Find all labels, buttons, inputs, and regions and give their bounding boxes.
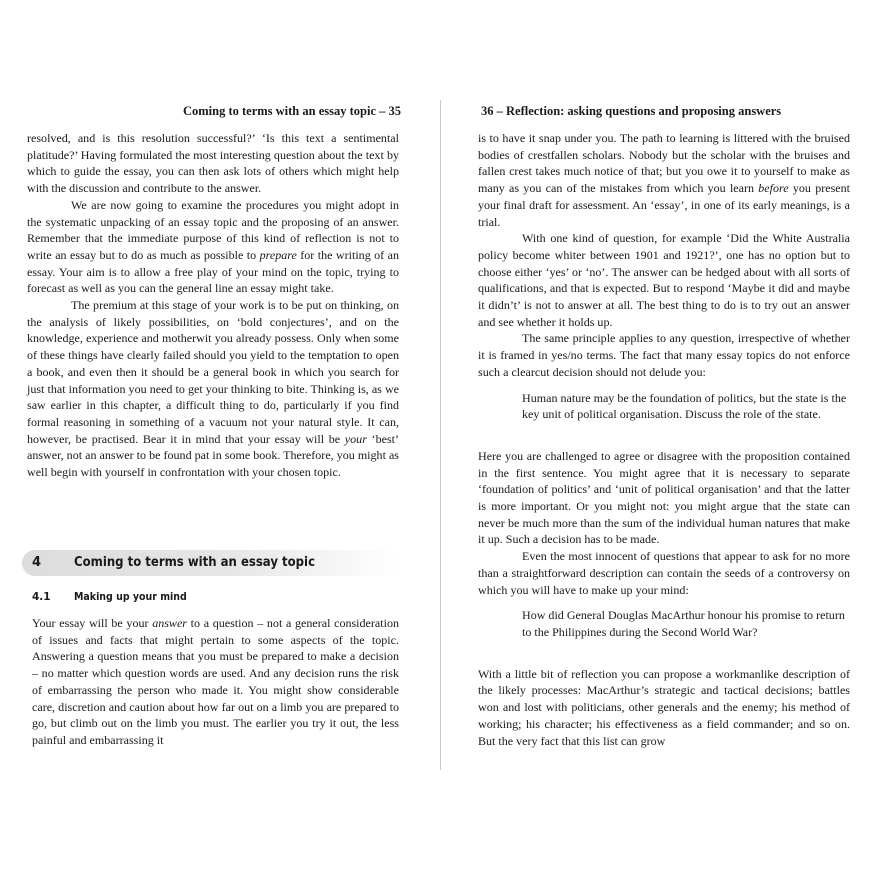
emphasis-text: before bbox=[758, 181, 789, 196]
text-run: is to have it snap under you. The path to learning is littered with the bruised bodies of crestfallen scholars. Nobody but the scholar with the bruises and fallen crest takes much notice of that; but you owe it to yourself to make as many as you can of the mistakes from which you learn bbox=[478, 131, 850, 196]
text-run: ‘best’ answer, not an answer to be found pat in some book. Therefore, you might as well begin with yourself in confrontation with your chosen topic. bbox=[27, 431, 399, 480]
right-paragraph-3: The same principle applies to any question, irrespective of whether it is framed in yes/no terms. The fact that many essay topics do not enforce such a clearcut decision should not delude you: bbox=[478, 331, 850, 379]
section-heading-bar bbox=[22, 550, 398, 576]
subsection-heading bbox=[32, 591, 199, 603]
emphasis-text: answer bbox=[152, 616, 187, 630]
text-run: you present your final draft for assessment. An ‘essay’, in one of its early meanings, is a trial. bbox=[478, 181, 850, 229]
left-page-body bbox=[27, 130, 399, 481]
emphasis-text: prepare bbox=[259, 247, 297, 262]
section-paragraph bbox=[32, 615, 399, 749]
right-page-body bbox=[478, 130, 850, 749]
page-gutter-divider bbox=[440, 100, 441, 770]
text-run: We are now going to examine the procedures you might adopt in the systematic unpacking of an essay topic and the proposing of an answer. Remember that the immediate purpose of this kind of reflection is not to write an essay but to do as much as possible to bbox=[27, 197, 399, 262]
right-paragraph-2: With one kind of question, for example ‘Did the White Australia policy become whiter between 1901 and 1921?’, one has no option but to choose either ‘yes’ or ‘no’. The answer can be hedged about with all sorts of qualifications, and that is expected. But to respond ‘Maybe it did and maybe it didn’t’ is not to answer at all. The best thing to do is to try out an answer and see whether it holds up. bbox=[478, 231, 850, 329]
block-quote-1: Human nature may be the foundation of politics, but the state is the key unit of political organisation. Discuss the role of the state. bbox=[522, 390, 847, 422]
left-running-head: Coming to terms with an essay topic – 35 bbox=[182, 104, 401, 118]
text-run: to a question – not a general consideration of issues and facts that might pertain to some aspects of the topic. Answering a question means that you must be prepared to make a decision – no matter which question words are used. And any decision runs the risk of embarrassing the person who made it. You might show considerable care, discretion and caution about how far out on a limb you are prepared to go, but climb out on the limb you must. The earlier you try it out, the less painful and embarrassing it bbox=[32, 616, 399, 747]
emphasis-text: your bbox=[344, 431, 367, 446]
right-paragraph-1 bbox=[478, 130, 850, 230]
subsection-number: 4.1 bbox=[32, 591, 51, 603]
section-body bbox=[32, 615, 399, 749]
left-paragraph-3 bbox=[27, 297, 399, 481]
right-paragraph-4: Here you are challenged to agree or disagree with the proposition contained in the first sentence. You might agree that it is necessary to separate ‘foundation of politics’ and ‘unit of political organisation’ and that the latter is more important. Or you might not: you might argue that the state can never be much more than the sum of the individual human natures that make it up. Such a decision has to be made. bbox=[478, 448, 850, 547]
right-running-head: 36 – Reflection: asking questions and proposing answers bbox=[481, 104, 782, 118]
section-title: Coming to terms with an essay topic bbox=[74, 555, 316, 570]
left-paragraph-2 bbox=[27, 197, 399, 297]
text-run: for the writing of an essay. Your aim is to allow a free play of your mind on the topic, trying to forecast as well as you can the general line an essay might take. bbox=[27, 247, 399, 296]
section-number: 4 bbox=[32, 555, 42, 570]
text-run: The premium at this stage of your work is to be put on thinking, on the analysis of likely possibilities, on ‘bold conjectures’, and on the knowledge, experience and motherwit you already possess. Only when some of these things have clearly failed should you yield to the temptation to open a book, and even then it should be a general book in which you search for just that information you need to get your thinking to bite. Thinking is, as we saw earlier in this chapter, a difficult thing to do, particularly if you find formal reasoning in something of a vacuum not your natural style. It can, however, be practised. Bear it in mind that your essay will be bbox=[27, 298, 399, 446]
subsection-title: Making up your mind bbox=[74, 591, 187, 603]
right-paragraph-5: Even the most innocent of questions that appear to ask for no more than a straightforward description can contain the seeds of a controversy on which you will have to make up your mind: bbox=[478, 549, 850, 597]
left-paragraph-1: resolved, and is this resolution successful?’ ‘Is this text a sentimental platitude?’ Having formulated the most interesting question about the text by which to guide the essay, you can then ask lots of others which might help with the discussion and contribute to the answer. bbox=[27, 131, 399, 196]
block-quote-2: How did General Douglas MacArthur honour his promise to return to the Philippines during the Second World War? bbox=[522, 608, 845, 639]
right-paragraph-6: With a little bit of reflection you can propose a workmanlike description of the likely processes: MacArthur’s strategic and tactical decisions; battles won and lost with politicians, other generals and the enemy; his method of working; his character; his effectiveness as a field commander; and so on. But the very fact that this list can grow bbox=[478, 666, 850, 748]
text-run: Your essay will be your bbox=[32, 616, 153, 630]
